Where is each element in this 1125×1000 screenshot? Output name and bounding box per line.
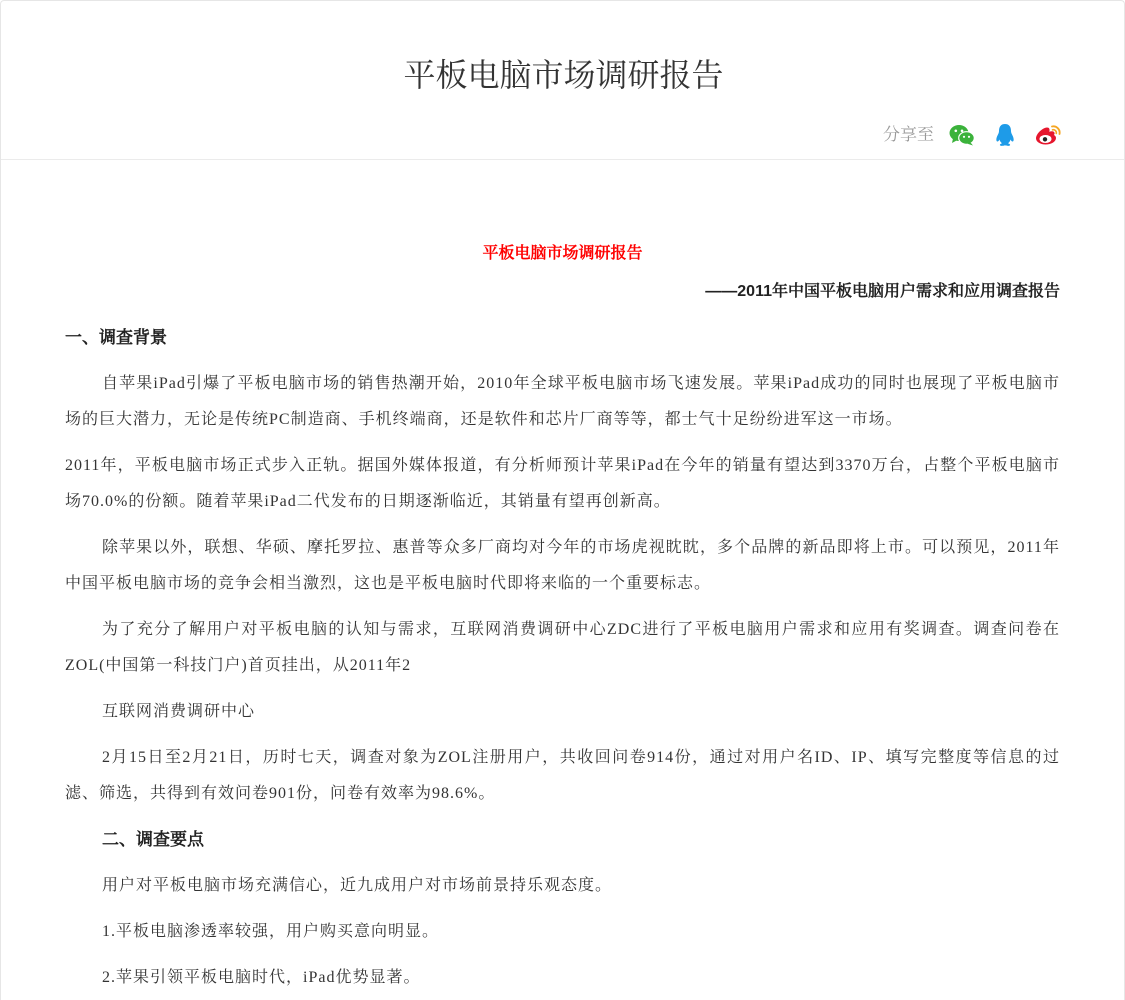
paragraph: 互联网消费调研中心 [102, 703, 256, 720]
share-qq-button[interactable] [995, 120, 1015, 150]
weibo-icon[interactable] [1035, 124, 1062, 146]
paragraph: 2011年，平板电脑市场正式步入正轨。据国外媒体报道，有分析师预计苹果iPad在今年的销量有望达到3370万台，占整个平板电脑市场70.0%的份额。随着苹果iPad二代发布的日期逐渐临近，其销量有望再创新高。 [65, 457, 1060, 510]
section-heading-background: 一、调查背景 [65, 328, 167, 347]
page-header [1, 1, 1124, 160]
article-title: 平板电脑市场调研报告 [482, 245, 643, 262]
share-wechat-button[interactable] [949, 120, 975, 150]
paragraph: 2月15日至2月21日，历时七天，调查对象为ZOL注册用户，共收回问卷914份，通过对用户名ID、IP、填写完整度等信息的过滤、筛选，共得到有效问卷901份，问卷有效率为98.6%。 [65, 749, 1060, 802]
paragraph: 除苹果以外，联想、华硕、摩托罗拉、惠普等众多厂商均对今年的市场虎视眈眈，多个品牌的新品即将上市。可以预见，2011年中国平板电脑市场的竞争会相当激烈，这也是平板电脑时代即将来临的一个重要标志。 [65, 539, 1060, 592]
share-weibo-button[interactable] [1035, 120, 1062, 150]
paragraph: 用户对平板电脑市场充满信心，近九成用户对市场前景持乐观态度。 [102, 877, 613, 894]
wechat-icon[interactable] [949, 124, 975, 146]
list-item: 2.苹果引领平板电脑时代，iPad优势显著。 [102, 969, 421, 986]
section-heading-key-points: 二、调查要点 [102, 830, 204, 849]
paragraph: 为了充分了解用户对平板电脑的认知与需求，互联网消费调研中心ZDC进行了平板电脑用户需求和应用有奖调查。调查问卷在ZOL(中国第一科技门户)首页挂出，从2011年2 [65, 621, 1060, 674]
qq-icon[interactable] [995, 123, 1015, 147]
article-body [1, 160, 1124, 996]
list-item: 1.平板电脑渗透率较强，用户购买意向明显。 [102, 923, 440, 940]
page-title: 平板电脑市场调研报告 [403, 57, 724, 93]
article-subtitle: ——2011年中国平板电脑用户需求和应用调查报告 [705, 283, 1060, 300]
share-label: 分享至 [883, 125, 934, 144]
share-bar [65, 120, 1062, 150]
paragraph: 自苹果iPad引爆了平板电脑市场的销售热潮开始，2010年全球平板电脑市场飞速发展。苹果iPad成功的同时也展现了平板电脑市场的巨大潜力，无论是传统PC制造商、手机终端商，还是软件和芯片厂商等等，都士气十足纷纷进军这一市场。 [65, 375, 1060, 428]
